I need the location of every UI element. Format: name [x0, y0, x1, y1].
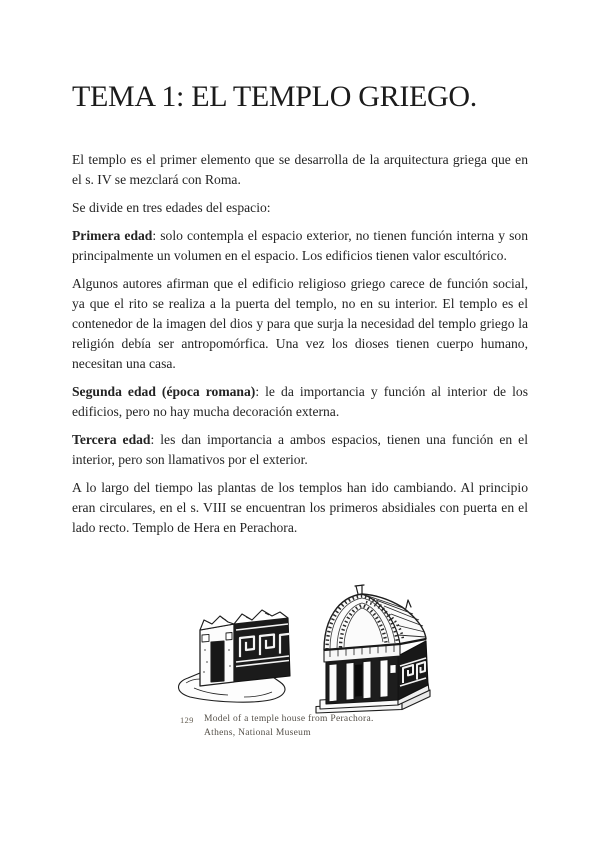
paragraph-lead: Tercera edad: [72, 432, 151, 447]
paragraph: [72, 478, 528, 538]
paragraph: [72, 382, 528, 422]
paragraph-lead: Segunda edad (época romana): [72, 384, 256, 399]
paragraph: [72, 226, 528, 266]
temple-models-engraving: [166, 580, 438, 714]
paragraph-text: Se divide en tres edades del espacio:: [72, 200, 271, 215]
page-title: TEMA 1: EL TEMPLO GRIEGO.: [72, 80, 477, 113]
paragraph-text: El templo es el primer elemento que se desarrolla de la arquitectura griega que en el s. IV se mezclará con Roma.: [72, 152, 528, 187]
paragraph-text: Algunos autores afirman que el edificio religioso griego carece de función social, ya que el rito se realiza a la puerta del templo, no en su interior. El templo es el contenedor de la imagen del dios y para que surja la necesidad del templo griego la religión debía ser antropomórfica. Una vez los dioses tienen cuerpo humano, necesitan una casa.: [72, 276, 528, 371]
temple-models-illustration: [166, 580, 438, 714]
paragraph-text: : les dan importancia a ambos espacios, tienen una función en el interior, pero son llamativos por el exterior.: [72, 432, 528, 467]
document-body: [72, 150, 528, 546]
paragraph: [72, 150, 528, 190]
figure-caption-line1: Model of a temple house from Perachora.: [204, 714, 374, 724]
figure-caption: [180, 713, 374, 740]
paragraph-text: : le da importancia y función al interior de los edificios, pero no hay mucha decoración externa.: [72, 384, 528, 419]
figure-caption-text: [204, 713, 374, 740]
paragraph-lead: Primera edad: [72, 228, 153, 243]
paragraph-text: A lo largo del tiempo las plantas de los templos han ido cambiando. Al principio eran circulares, en el s. VIII se encuentran los primeros absidiales con puerta en el lado recto. Templo de Hera en Perachora.: [72, 480, 528, 535]
paragraph-text: : solo contempla el espacio exterior, no tienen función interna y son principalmente un volumen en el espacio. Los edificios tienen valor escultórico.: [72, 228, 528, 263]
figure-caption-number: 129: [180, 714, 194, 725]
paragraph: [72, 198, 528, 218]
figure-caption-line2: Athens, National Museum: [204, 727, 311, 738]
paragraph: [72, 274, 528, 374]
paragraph: [72, 430, 528, 470]
